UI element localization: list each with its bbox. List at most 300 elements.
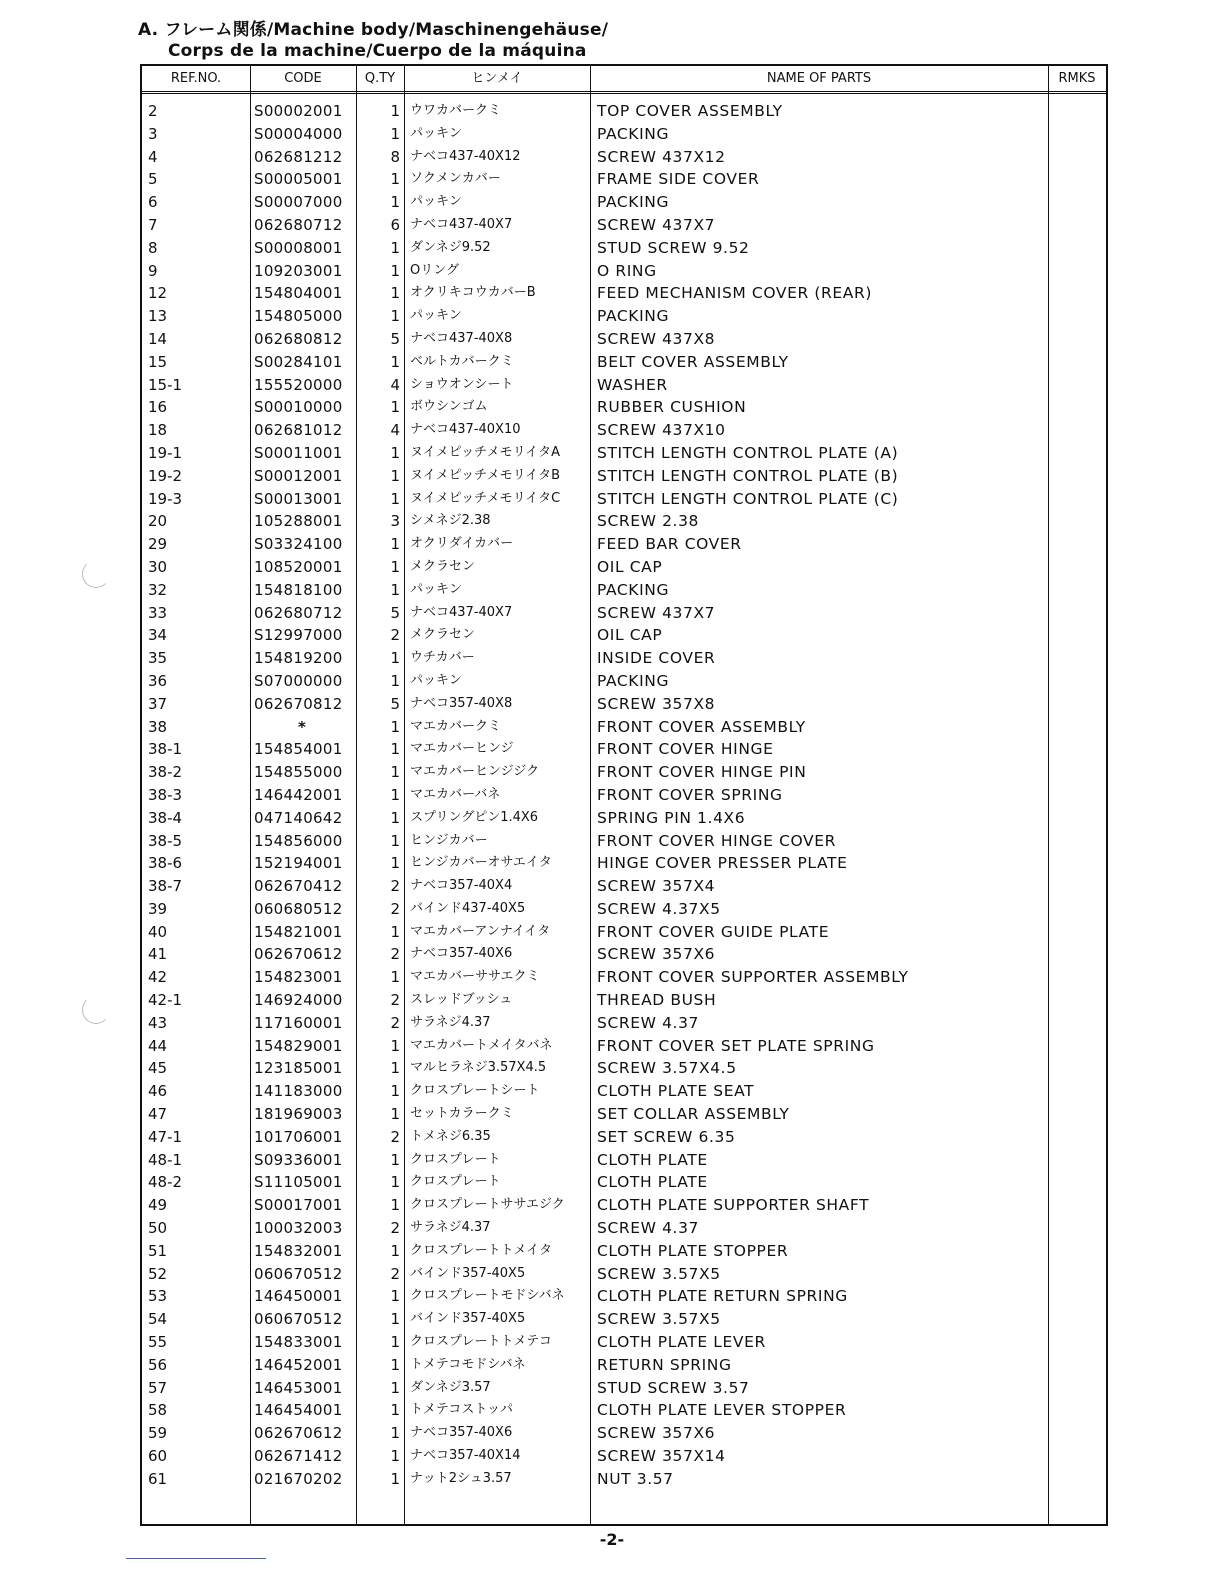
- cell-kana: パッキン: [410, 308, 462, 324]
- cell-code: 105288001: [254, 512, 343, 531]
- cell-qty: 1: [390, 1105, 400, 1124]
- cell-qty: 1: [390, 763, 400, 782]
- cell-qty: 1: [390, 535, 400, 554]
- cell-kana: トメネジ6.35: [410, 1128, 491, 1144]
- cell-kana: クロスプレートササエジク: [410, 1197, 565, 1213]
- cell-name-of-parts: STITCH LENGTH CONTROL PLATE (C): [597, 489, 899, 508]
- cell-kana: バインド437-40X5: [410, 900, 526, 916]
- cell-name-of-parts: FRONT COVER HINGE PIN: [597, 763, 807, 782]
- cell-kana: ボウシンゴム: [410, 399, 488, 415]
- cell-kana: クロスプレートモドシバネ: [410, 1288, 565, 1304]
- cell-code: S03324100: [254, 535, 343, 554]
- table-row: [142, 1194, 1106, 1217]
- cell-code: 154855000: [254, 763, 343, 782]
- cell-kana: セットカラークミ: [410, 1106, 514, 1122]
- cell-name-of-parts: CLOTH PLATE STOPPER: [597, 1241, 789, 1260]
- cell-qty: 1: [390, 1059, 400, 1078]
- cell-kana: マエカバークミ: [410, 718, 502, 734]
- cell-ref-no: 47: [148, 1105, 168, 1124]
- cell-kana: ヒンジカバー: [410, 832, 488, 848]
- cell-kana: スレッドブッシュ: [410, 992, 513, 1008]
- cell-kana: ナベコ357-40X4: [410, 878, 513, 894]
- cell-ref-no: 15: [148, 352, 168, 371]
- cell-code: S00012001: [254, 466, 343, 485]
- cell-ref-no: 19-3: [148, 489, 183, 508]
- cell-name-of-parts: CLOTH PLATE SUPPORTER SHAFT: [597, 1196, 870, 1215]
- table-row: [142, 784, 1106, 807]
- cell-ref-no: 60: [148, 1447, 168, 1466]
- cell-code: S00017001: [254, 1196, 343, 1215]
- table-row: [142, 282, 1106, 305]
- cell-name-of-parts: SET SCREW 6.35: [597, 1127, 736, 1146]
- cell-code: *: [298, 717, 307, 736]
- cell-qty: 1: [390, 170, 400, 189]
- cell-ref-no: 38-1: [148, 740, 183, 759]
- cell-kana: クロスプレート: [410, 1151, 501, 1167]
- cell-kana: マエカバーヒンジジク: [410, 764, 540, 780]
- cell-name-of-parts: FRONT COVER SPRING: [597, 785, 783, 804]
- cell-qty: 2: [390, 1264, 400, 1283]
- header-ref-no: REF.NO.: [170, 71, 222, 86]
- cell-kana: ベルトカバークミ: [410, 353, 514, 369]
- table-row: [142, 966, 1106, 989]
- cell-ref-no: 9: [148, 261, 158, 280]
- cell-ref-no: 52: [148, 1264, 168, 1283]
- cell-code: 060680512: [254, 899, 343, 918]
- cell-ref-no: 7: [148, 215, 158, 234]
- table-row: [142, 1399, 1106, 1422]
- table-row: [142, 214, 1106, 237]
- cell-qty: 5: [390, 694, 400, 713]
- cell-kana: ソクメンカバー: [410, 171, 501, 187]
- cell-ref-no: 40: [148, 922, 168, 941]
- table-row: [142, 533, 1106, 556]
- table-row: [142, 1445, 1106, 1468]
- cell-code: 141183000: [254, 1082, 343, 1101]
- cell-ref-no: 48-1: [148, 1150, 183, 1169]
- table-row: [142, 510, 1106, 533]
- cell-qty: 5: [390, 329, 400, 348]
- table-row: [142, 624, 1106, 647]
- cell-kana: ナベコ437-40X10: [410, 422, 521, 438]
- cell-ref-no: 29: [148, 535, 168, 554]
- cell-qty: 1: [390, 1424, 400, 1443]
- cell-qty: 1: [390, 398, 400, 417]
- cell-code: 152194001: [254, 854, 343, 873]
- table-row: [142, 351, 1106, 374]
- cell-name-of-parts: CLOTH PLATE SEAT: [597, 1082, 755, 1101]
- punch-hole-mark: [82, 560, 110, 588]
- cell-qty: 1: [390, 124, 400, 143]
- cell-qty: 2: [390, 899, 400, 918]
- cell-qty: 2: [390, 1127, 400, 1146]
- cell-ref-no: 38-7: [148, 877, 183, 896]
- cell-name-of-parts: CLOTH PLATE LEVER: [597, 1333, 766, 1352]
- cell-name-of-parts: SCREW 437X10: [597, 421, 726, 440]
- cell-ref-no: 38-4: [148, 808, 183, 827]
- page-number: -2-: [599, 1530, 625, 1549]
- cell-name-of-parts: SCREW 357X6: [597, 1424, 716, 1443]
- table-header: [142, 66, 1106, 94]
- cell-qty: 1: [390, 854, 400, 873]
- cell-ref-no: 38-3: [148, 785, 183, 804]
- cell-ref-no: 45: [148, 1059, 168, 1078]
- table-row: [142, 1331, 1106, 1354]
- page-title: [138, 20, 608, 62]
- cell-code: 062680812: [254, 329, 343, 348]
- cell-kana: バインド357-40X5: [410, 1265, 526, 1281]
- cell-code: 101706001: [254, 1127, 343, 1146]
- cell-ref-no: 38-5: [148, 831, 183, 850]
- header-code: CODE: [284, 71, 322, 86]
- cell-name-of-parts: FRONT COVER HINGE COVER: [597, 831, 836, 850]
- title-line-2: Corps de la machine/Cuerpo de la máquina: [168, 41, 587, 61]
- cell-kana: マエカバーヒンジ: [410, 741, 514, 757]
- cell-name-of-parts: NUT 3.57: [597, 1469, 674, 1488]
- cell-ref-no: 42: [148, 968, 168, 987]
- cell-ref-no: 30: [148, 557, 168, 576]
- cell-ref-no: 48-2: [148, 1173, 183, 1192]
- table-row: [142, 1240, 1106, 1263]
- cell-kana: スプリングピン1.4X6: [410, 809, 539, 825]
- cell-name-of-parts: PACKING: [597, 580, 670, 599]
- cell-qty: 1: [390, 1082, 400, 1101]
- cell-qty: 1: [390, 1310, 400, 1329]
- cell-qty: 1: [390, 717, 400, 736]
- cell-qty: 1: [390, 1241, 400, 1260]
- cell-ref-no: 42-1: [148, 991, 183, 1010]
- cell-kana: ダンネジ3.57: [410, 1379, 491, 1395]
- table-row: [142, 237, 1106, 260]
- cell-name-of-parts: FRONT COVER GUIDE PLATE: [597, 922, 830, 941]
- table-row: [142, 556, 1106, 579]
- table-row: [142, 898, 1106, 921]
- cell-name-of-parts: SCREW 2.38: [597, 512, 699, 531]
- cell-ref-no: 59: [148, 1424, 168, 1443]
- cell-qty: 1: [390, 1333, 400, 1352]
- cell-kana: シメネジ2.38: [410, 513, 491, 529]
- cell-name-of-parts: STITCH LENGTH CONTROL PLATE (B): [597, 466, 899, 485]
- cell-ref-no: 56: [148, 1355, 168, 1374]
- cell-ref-no: 50: [148, 1219, 168, 1238]
- cell-code: 154821001: [254, 922, 343, 941]
- table-row: [142, 1308, 1106, 1331]
- cell-code: S00010000: [254, 398, 343, 417]
- cell-qty: 1: [390, 922, 400, 941]
- cell-kana: ヌイメピッチメモリイタB: [410, 467, 561, 483]
- cell-kana: ナベコ437-40X8: [410, 330, 513, 346]
- cell-name-of-parts: OIL CAP: [597, 626, 663, 645]
- cell-code: 154819200: [254, 649, 343, 668]
- cell-qty: 1: [390, 238, 400, 257]
- cell-kana: メクラセン: [410, 558, 476, 574]
- cell-name-of-parts: SCREW 4.37: [597, 1013, 699, 1032]
- cell-qty: 1: [390, 443, 400, 462]
- cell-code: 154818100: [254, 580, 343, 599]
- cell-code: 109203001: [254, 261, 343, 280]
- cell-qty: 1: [390, 1287, 400, 1306]
- cell-kana: サラネジ4.37: [410, 1014, 491, 1030]
- cell-qty: 1: [390, 785, 400, 804]
- cell-ref-no: 13: [148, 307, 168, 326]
- cell-qty: 1: [390, 557, 400, 576]
- cell-kana: オクリキコウカバーB: [410, 285, 536, 301]
- cell-name-of-parts: O RING: [597, 261, 657, 280]
- table-row: [142, 146, 1106, 169]
- cell-ref-no: 51: [148, 1241, 168, 1260]
- cell-code: S00005001: [254, 170, 343, 189]
- header-kana: ヒンメイ: [471, 71, 523, 86]
- cell-code: 154823001: [254, 968, 343, 987]
- cell-kana: ナベコ437-40X12: [410, 148, 521, 164]
- cell-ref-no: 36: [148, 671, 168, 690]
- cell-code: 062681212: [254, 147, 343, 166]
- cell-name-of-parts: HINGE COVER PRESSER PLATE: [597, 854, 848, 873]
- cell-name-of-parts: RUBBER CUSHION: [597, 398, 747, 417]
- cell-qty: 6: [390, 215, 400, 234]
- cell-qty: 1: [390, 808, 400, 827]
- table-row: [142, 123, 1106, 146]
- table-row: [142, 1126, 1106, 1149]
- cell-qty: 2: [390, 1219, 400, 1238]
- cell-kana: ナベコ357-40X14: [410, 1448, 521, 1464]
- cell-code: 062670612: [254, 945, 343, 964]
- cell-kana: マエカバーバネ: [410, 786, 501, 802]
- cell-qty: 4: [390, 421, 400, 440]
- cell-code: 154804001: [254, 284, 343, 303]
- cell-code: 154832001: [254, 1241, 343, 1260]
- parts-table: [140, 64, 1108, 1526]
- cell-ref-no: 16: [148, 398, 168, 417]
- cell-ref-no: 43: [148, 1013, 168, 1032]
- cell-qty: 1: [390, 307, 400, 326]
- cell-kana: パッキン: [410, 194, 462, 210]
- table-row: [142, 807, 1106, 830]
- cell-name-of-parts: WASHER: [597, 375, 668, 394]
- cell-qty: 1: [390, 261, 400, 280]
- cell-ref-no: 33: [148, 603, 168, 622]
- cell-kana: クロスプレートトメテコ: [410, 1334, 552, 1350]
- cell-qty: 2: [390, 991, 400, 1010]
- cell-ref-no: 44: [148, 1036, 168, 1055]
- cell-code: S07000000: [254, 671, 343, 690]
- cell-code: 146442001: [254, 785, 343, 804]
- cell-ref-no: 6: [148, 193, 158, 212]
- cell-name-of-parts: SCREW 357X14: [597, 1447, 726, 1466]
- cell-code: 146453001: [254, 1378, 343, 1397]
- cell-code: 154856000: [254, 831, 343, 850]
- cell-name-of-parts: STUD SCREW 9.52: [597, 238, 750, 257]
- cell-ref-no: 53: [148, 1287, 168, 1306]
- cell-kana: マルヒラネジ3.57X4.5: [410, 1060, 547, 1076]
- cell-name-of-parts: SET COLLAR ASSEMBLY: [597, 1105, 790, 1124]
- cell-code: S00011001: [254, 443, 343, 462]
- cell-name-of-parts: SCREW 357X4: [597, 877, 716, 896]
- cell-kana: ウチカバー: [410, 650, 475, 666]
- cell-code: S12997000: [254, 626, 343, 645]
- cell-code: S00284101: [254, 352, 343, 371]
- cell-name-of-parts: FRONT COVER SUPPORTER ASSEMBLY: [597, 968, 909, 987]
- cell-ref-no: 32: [148, 580, 168, 599]
- cell-name-of-parts: SCREW 437X12: [597, 147, 726, 166]
- cell-kana: クロスプレートシート: [410, 1083, 540, 1099]
- cell-code: 021670202: [254, 1469, 343, 1488]
- cell-ref-no: 41: [148, 945, 168, 964]
- cell-kana: ナベコ357-40X6: [410, 1425, 513, 1441]
- cell-qty: 1: [390, 1447, 400, 1466]
- cell-ref-no: 2: [148, 102, 158, 120]
- cell-name-of-parts: TOP COVER ASSEMBLY: [597, 102, 783, 120]
- cell-name-of-parts: FRONT COVER ASSEMBLY: [597, 717, 806, 736]
- cell-ref-no: 34: [148, 626, 168, 645]
- cell-code: 146924000: [254, 991, 343, 1010]
- cell-ref-no: 54: [148, 1310, 168, 1329]
- cell-ref-no: 20: [148, 512, 168, 531]
- cell-name-of-parts: PACKING: [597, 671, 670, 690]
- cell-code: 155520000: [254, 375, 343, 394]
- cell-kana: Oリング: [410, 262, 459, 278]
- cell-qty: 1: [390, 1401, 400, 1420]
- cell-ref-no: 35: [148, 649, 168, 668]
- cell-qty: 1: [390, 1036, 400, 1055]
- cell-kana: ナベコ437-40X7: [410, 216, 513, 232]
- cell-qty: 1: [390, 968, 400, 987]
- cell-ref-no: 5: [148, 170, 158, 189]
- cell-ref-no: 14: [148, 329, 168, 348]
- cell-code: 062670412: [254, 877, 343, 896]
- cell-name-of-parts: SCREW 3.57X4.5: [597, 1059, 737, 1078]
- cell-code: 047140642: [254, 808, 343, 827]
- cell-code: S00013001: [254, 489, 343, 508]
- table-row: [142, 1012, 1106, 1035]
- cell-code: 154805000: [254, 307, 343, 326]
- cell-qty: 1: [390, 352, 400, 371]
- cell-qty: 1: [390, 1469, 400, 1488]
- cell-ref-no: 46: [148, 1082, 168, 1101]
- cell-code: 146452001: [254, 1355, 343, 1374]
- cell-name-of-parts: CLOTH PLATE LEVER STOPPER: [597, 1401, 847, 1420]
- table-row: [142, 875, 1106, 898]
- cell-code: 117160001: [254, 1013, 343, 1032]
- table-row: [142, 328, 1106, 351]
- cell-name-of-parts: FEED BAR COVER: [597, 535, 742, 554]
- cell-name-of-parts: FRAME SIDE COVER: [597, 170, 760, 189]
- cell-kana: ナベコ357-40X8: [410, 695, 513, 711]
- cell-name-of-parts: SCREW 357X6: [597, 945, 716, 964]
- cell-code: 123185001: [254, 1059, 343, 1078]
- cell-name-of-parts: SCREW 437X7: [597, 603, 716, 622]
- table-row: [142, 1217, 1106, 1240]
- cell-code: S00008001: [254, 238, 343, 257]
- table-row: [142, 396, 1106, 419]
- cell-code: 108520001: [254, 557, 343, 576]
- cell-ref-no: 61: [148, 1469, 168, 1488]
- table-row: [142, 305, 1106, 328]
- table-row: [142, 100, 1106, 123]
- table-row: [142, 1468, 1106, 1491]
- cell-ref-no: 38-2: [148, 763, 183, 782]
- cell-name-of-parts: CLOTH PLATE: [597, 1150, 708, 1169]
- cell-qty: 3: [390, 512, 400, 531]
- table-row: [142, 830, 1106, 853]
- cell-qty: 1: [390, 1355, 400, 1374]
- cell-code: 146450001: [254, 1287, 343, 1306]
- cell-qty: 2: [390, 626, 400, 645]
- cell-qty: 1: [390, 580, 400, 599]
- cell-code: 062671412: [254, 1447, 343, 1466]
- punch-hole-mark: [82, 996, 110, 1024]
- cell-qty: 5: [390, 603, 400, 622]
- cell-kana: ナベコ357-40X6: [410, 946, 513, 962]
- cell-code: 062680712: [254, 603, 343, 622]
- cell-kana: ヌイメピッチメモリイタC: [410, 490, 561, 506]
- cell-ref-no: 49: [148, 1196, 168, 1215]
- cell-ref-no: 47-1: [148, 1127, 183, 1146]
- cell-name-of-parts: PACKING: [597, 124, 670, 143]
- table-row: [142, 738, 1106, 761]
- table-row: [142, 579, 1106, 602]
- cell-name-of-parts: STITCH LENGTH CONTROL PLATE (A): [597, 443, 899, 462]
- table-row: [142, 191, 1106, 214]
- cell-name-of-parts: INSIDE COVER: [597, 649, 716, 668]
- cell-qty: 2: [390, 945, 400, 964]
- cell-ref-no: 55: [148, 1333, 168, 1352]
- cell-qty: 2: [390, 877, 400, 896]
- scan-edge-line: [126, 1558, 266, 1559]
- cell-qty: 1: [390, 193, 400, 212]
- cell-qty: 8: [390, 147, 400, 166]
- cell-kana: ヒンジカバーオサエイタ: [410, 855, 552, 871]
- cell-qty: 1: [390, 831, 400, 850]
- cell-name-of-parts: SCREW 4.37: [597, 1219, 699, 1238]
- cell-code: 154829001: [254, 1036, 343, 1055]
- cell-qty: 1: [390, 1173, 400, 1192]
- cell-kana: パッキン: [410, 672, 462, 688]
- cell-kana: トメテコストッパ: [410, 1402, 513, 1418]
- cell-qty: 1: [390, 102, 400, 120]
- cell-code: 062681012: [254, 421, 343, 440]
- cell-ref-no: 19-2: [148, 466, 183, 485]
- table-row: [142, 921, 1106, 944]
- table-row: [142, 374, 1106, 397]
- table-row: [142, 1263, 1106, 1286]
- cell-name-of-parts: SCREW 437X7: [597, 215, 716, 234]
- table-row: [142, 852, 1106, 875]
- cell-name-of-parts: THREAD BUSH: [597, 991, 717, 1010]
- table-row: [142, 442, 1106, 465]
- header-qty: Q.TY: [364, 71, 396, 86]
- header-name-of-parts: NAME OF PARTS: [766, 71, 872, 86]
- table-row: [142, 761, 1106, 784]
- cell-code: 062680712: [254, 215, 343, 234]
- cell-ref-no: 38-6: [148, 854, 183, 873]
- cell-kana: ナット2シュ3.57: [410, 1470, 512, 1486]
- header-remarks: RMKS: [1058, 71, 1096, 86]
- cell-name-of-parts: SPRING PIN 1.4X6: [597, 808, 746, 827]
- table-row: [142, 1377, 1106, 1400]
- table-row: [142, 168, 1106, 191]
- cell-qty: 1: [390, 740, 400, 759]
- table-row: [142, 602, 1106, 625]
- cell-ref-no: 57: [148, 1378, 168, 1397]
- cell-ref-no: 18: [148, 421, 168, 440]
- cell-ref-no: 8: [148, 238, 158, 257]
- cell-name-of-parts: BELT COVER ASSEMBLY: [597, 352, 789, 371]
- cell-name-of-parts: SCREW 3.57X5: [597, 1264, 721, 1283]
- cell-code: S00004000: [254, 124, 343, 143]
- table-row: [142, 1285, 1106, 1308]
- cell-qty: 4: [390, 375, 400, 394]
